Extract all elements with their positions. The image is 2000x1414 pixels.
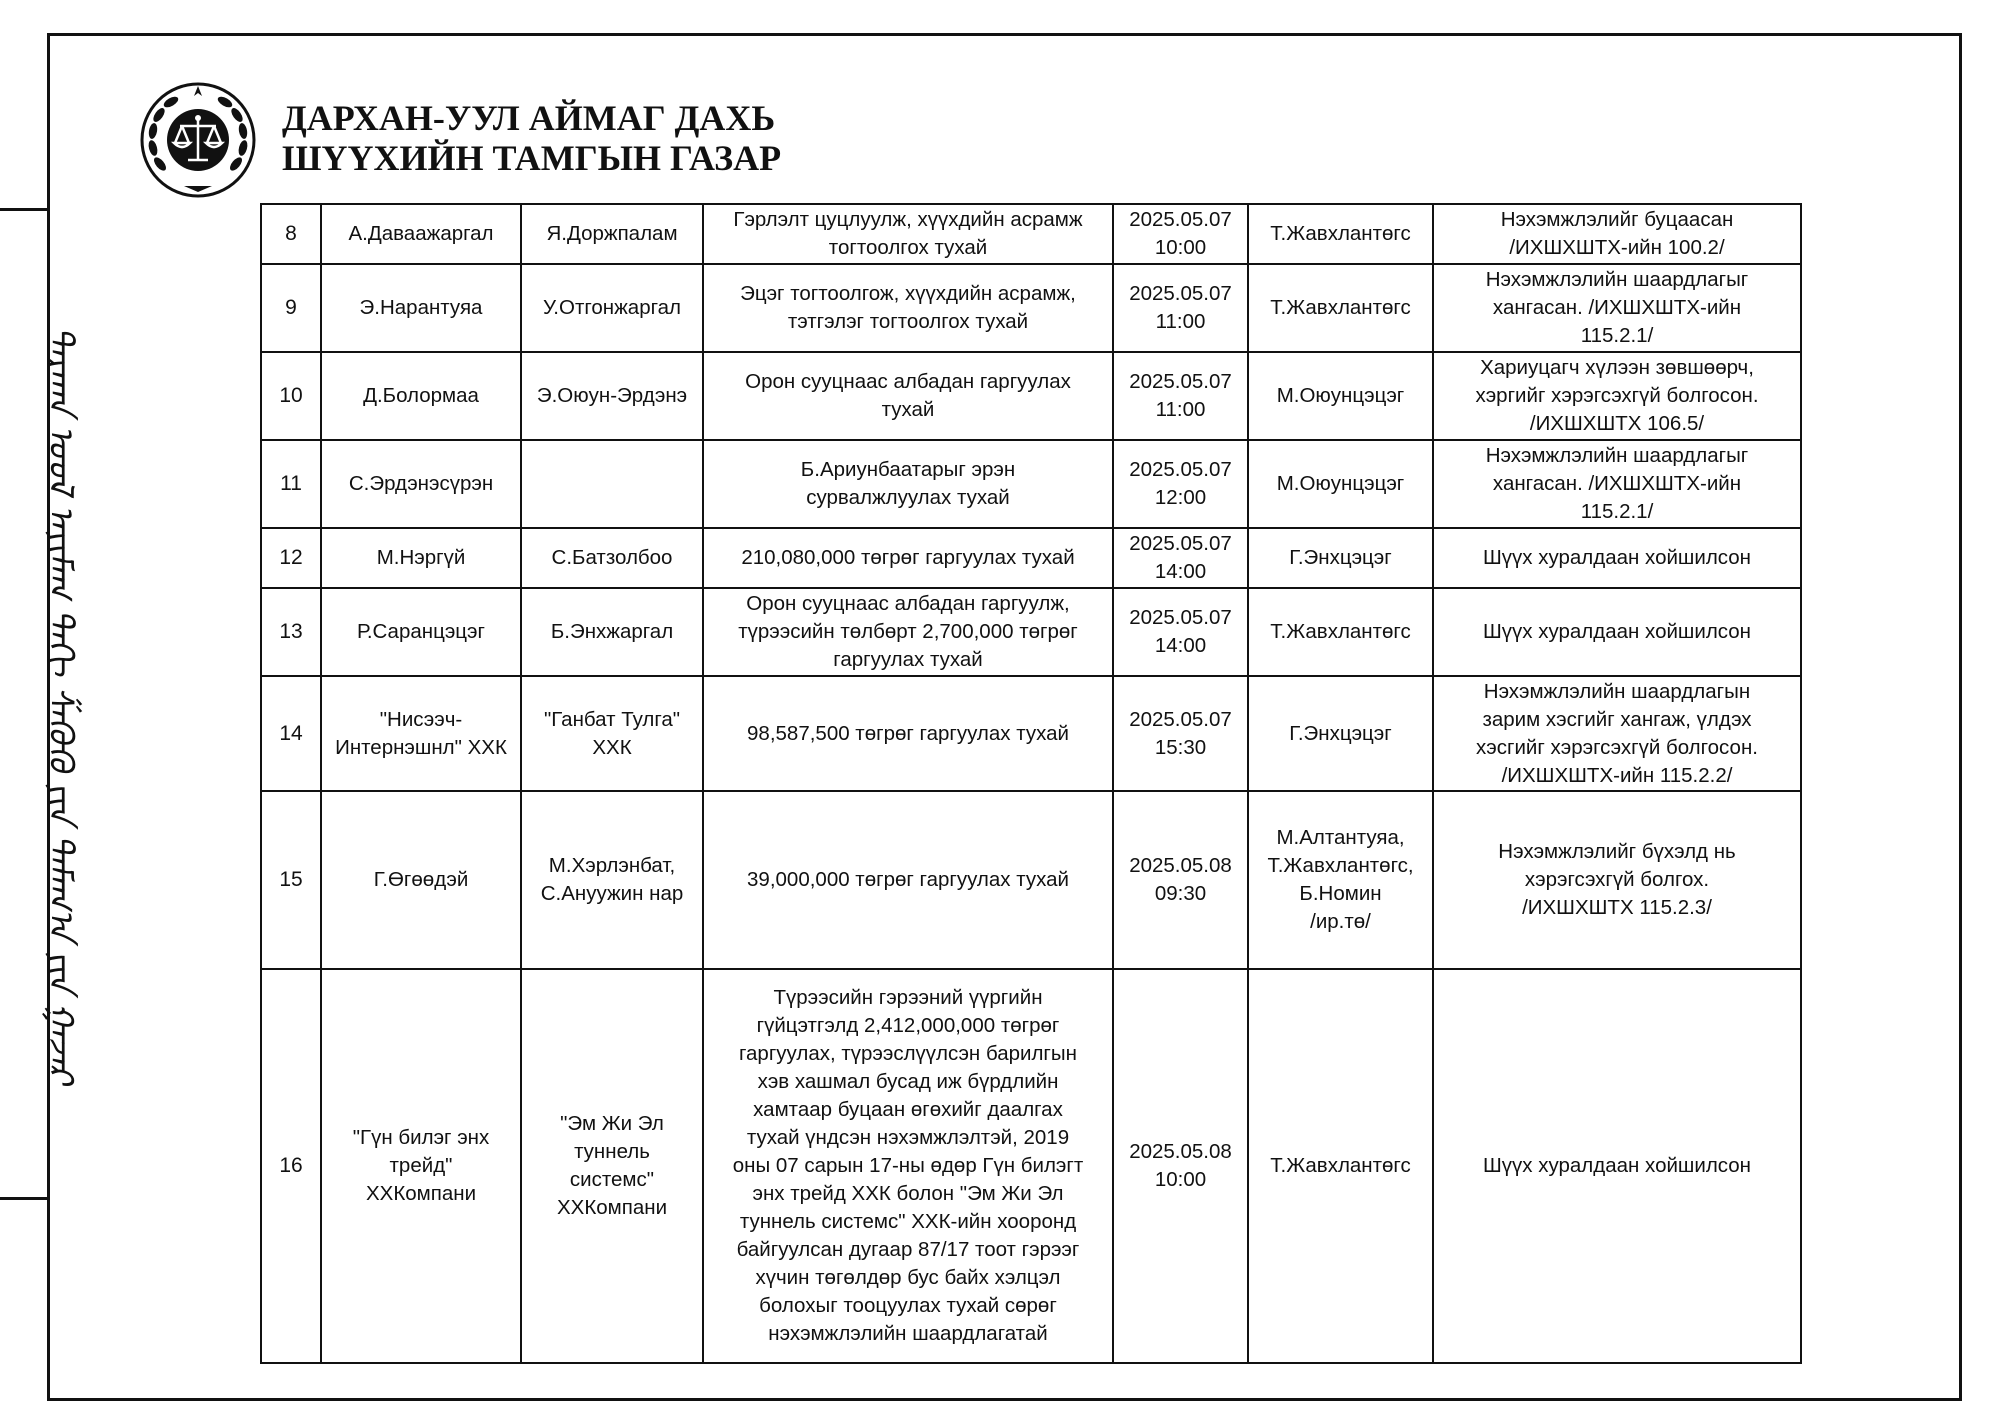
table-row (261, 204, 1801, 264)
hearing-schedule-table (260, 203, 1802, 1364)
result-cell: Нэхэмжлэлийг бүхэлд нь хэрэгсэхгүй болгох. /ИХШХШТХ 115.2.3/ (1433, 791, 1801, 969)
plaintiff-cell: Г.Өгөөдэй (321, 791, 521, 969)
claim-cell: Орон сууцнаас албадан гаргуулж, түрээсийн төлбөрт 2,700,000 төгрөг гаргуулах тухай (703, 588, 1113, 676)
hearing-date: 2025.05.07 (1129, 370, 1232, 393)
judge-cell: Т.Жавхлантөгс (1248, 204, 1433, 264)
hearing-date: 2025.05.07 (1129, 532, 1232, 555)
table-row (261, 676, 1801, 791)
left-margin-rule-bottom (0, 1197, 50, 1200)
table-row (261, 969, 1801, 1363)
table-row (261, 264, 1801, 352)
table-row (261, 440, 1801, 528)
court-emblem-scales-icon (138, 80, 258, 200)
left-margin-rule-top (0, 208, 50, 211)
side-script-mongolian (0, 212, 120, 1197)
datetime-cell (1113, 204, 1248, 264)
plaintiff-cell: А.Даваажаргал (321, 204, 521, 264)
claim-cell: Гэрлэлт цуцлуулж, хүүхдийн асрамж тогтоолгох тухай (703, 204, 1113, 264)
defendant-cell: С.Батзолбоо (521, 528, 703, 588)
hearing-time: 11:00 (1155, 310, 1206, 333)
hearing-date: 2025.05.07 (1129, 707, 1232, 731)
defendant-cell: У.Отгонжаргал (521, 264, 703, 352)
table-row (261, 352, 1801, 440)
judge-cell: Г.Энхцэцэг (1248, 676, 1433, 791)
claim-cell: 98,587,500 төгрөг гаргуулах тухай (703, 676, 1113, 791)
plaintiff-cell: Э.Нарантуяа (321, 264, 521, 352)
result-cell: Нэхэмжлэлийг буцаасан /ИХШХШТХ-ийн 100.2/ (1433, 204, 1801, 264)
plaintiff-cell: "Нисээч- Интернэшнл" ХХК (321, 676, 521, 791)
plaintiff-cell: Р.Саранцэцэг (321, 588, 521, 676)
datetime-cell (1113, 352, 1248, 440)
hearing-date: 2025.05.07 (1129, 458, 1232, 481)
judge-cell: М.Алтантуяа, Т.Жавхлантөгс, Б.Номин /ир.тө/ (1248, 791, 1433, 969)
case-number: 13 (261, 588, 321, 676)
result-cell: Шүүх хуралдаан хойшилсон (1433, 969, 1801, 1363)
hearing-time: 12:00 (1154, 486, 1207, 509)
organization-name (282, 99, 781, 178)
hearing-time: 14:00 (1154, 634, 1207, 657)
hearing-date: 2025.05.07 (1129, 282, 1232, 305)
datetime-cell (1113, 528, 1248, 588)
claim-cell: 39,000,000 төгрөг гаргуулах тухай (703, 791, 1113, 969)
org-name-line-1: ДАРХАН-УУЛ АЙМАГ ДАХЬ (282, 98, 776, 138)
result-cell: Нэхэмжлэлийн шаардлагын зарим хэсгийг хангаж, үлдэх хэсгийг хэрэгсэхгүй болгосон. /ИХШХШТХ-ийн 115.2.2/ (1433, 676, 1801, 791)
case-number: 8 (261, 204, 321, 264)
judge-cell: Т.Жавхлантөгс (1248, 264, 1433, 352)
datetime-cell (1113, 264, 1248, 352)
judge-cell: М.Оюунцэцэг (1248, 352, 1433, 440)
hearing-date: 2025.05.08 (1129, 1140, 1232, 1163)
datetime-cell (1113, 676, 1248, 791)
judge-cell: М.Оюунцэцэг (1248, 440, 1433, 528)
case-number: 14 (261, 676, 321, 791)
result-cell: Шүүх хуралдаан хойшилсон (1433, 528, 1801, 588)
result-cell: Шүүх хуралдаан хойшилсон (1433, 588, 1801, 676)
claim-cell: Эцэг тогтоолгож, хүүхдийн асрамж, тэтгэлэг тогтоолгох тухай (703, 264, 1113, 352)
plaintiff-cell: С.Эрдэнэсүрэн (321, 440, 521, 528)
table-row (261, 588, 1801, 676)
defendant-cell: Э.Оюун-Эрдэнэ (521, 352, 703, 440)
org-name-line-2: ШҮҮХИЙН ТАМГЫН ГАЗАР (282, 137, 782, 178)
case-number: 10 (261, 352, 321, 440)
hearing-time: 10:00 (1154, 1168, 1207, 1191)
table-row (261, 791, 1801, 969)
judge-cell: Т.Жавхлантөгс (1248, 588, 1433, 676)
hearing-time: 09:30 (1154, 882, 1207, 905)
result-cell: Хариуцагч хүлээн зөвшөөрч, хэргийг хэрэгсэхгүй болгосон. /ИХШХШТХ 106.5/ (1433, 352, 1801, 440)
case-number: 12 (261, 528, 321, 588)
claim-cell: Б.Ариунбаатарыг эрэн сурвалжлуулах тухай (703, 440, 1113, 528)
case-number: 16 (261, 969, 321, 1363)
hearing-date: 2025.05.07 (1129, 606, 1232, 629)
defendant-cell: Я.Доржпалам (521, 204, 703, 264)
plaintiff-cell: М.Нэргүй (321, 528, 521, 588)
judge-cell: Т.Жавхлантөгс (1248, 969, 1433, 1363)
case-number: 15 (261, 791, 321, 969)
hearing-date: 2025.05.07 (1129, 208, 1232, 231)
defendant-cell: "Ганбат Тулга" ХХК (521, 676, 703, 791)
hearing-date: 2025.05.08 (1129, 854, 1232, 877)
defendant-cell (521, 440, 703, 528)
datetime-cell (1113, 440, 1248, 528)
result-cell: Нэхэмжлэлийн шаардлагыг хангасан. /ИХШХШТХ-ийн 115.2.1/ (1433, 440, 1801, 528)
claim-cell: Түрээсийн гэрээний үүргийн гүйцэтгэлд 2,412,000,000 төгрөг гаргуулах, түрээслүүлсэн барилгын хэв хашмал бусад иж бүрдлийн хамтаар буцаан өгөхийг даалгах тухай үндсэн нэхэмжлэлтэй, 2019 оны 07 сарын 17-ны өдөр Гүн билэгт энх трейд ХХК болон "Эм Жи Эл туннель системс" ХХК-ийн хооронд байгуулсан дугаар 87/17 тоот гэрээг хүчин төгөлдөр бус байх хэлцэл болохыг тооцуулах тухай сөрөг нэхэмжлэлийн шаардлагатай (703, 969, 1113, 1363)
judge-cell: Г.Энхцэцэг (1248, 528, 1433, 588)
defendant-cell: М.Хэрлэнбат, С.Ануужин нар (521, 791, 703, 969)
side-script-text: ᠳᠠᠷᠬᠠᠨ ᠤᠤᠯ ᠠᠶᠢᠮᠠᠭ ᠳᠠᠬᠢ ᠱᠡᠭᠦᠬᠦ ᠶᠢᠨ ᠲᠠᠮᠠᠭ᠎ᠠ ᠶᠢᠨ ᠭᠠᠵᠠᠷ (40, 325, 81, 1084)
hearing-time: 10:00 (1154, 236, 1207, 259)
hearing-time: 11:00 (1155, 398, 1206, 421)
defendant-cell: Б.Энхжаргал (521, 588, 703, 676)
defendant-cell: "Эм Жи Эл туннель системс" ХХКомпани (521, 969, 703, 1363)
result-cell: Нэхэмжлэлийн шаардлагыг хангасан. /ИХШХШТХ-ийн 115.2.1/ (1433, 264, 1801, 352)
hearing-time: 15:30 (1154, 735, 1207, 759)
plaintiff-cell: "Гүн билэг энх трейд" ХХКомпани (321, 969, 521, 1363)
table-row (261, 528, 1801, 588)
datetime-cell (1113, 791, 1248, 969)
datetime-cell (1113, 969, 1248, 1363)
case-number: 9 (261, 264, 321, 352)
claim-cell: Орон сууцнаас албадан гаргуулах тухай (703, 352, 1113, 440)
datetime-cell (1113, 588, 1248, 676)
hearing-time: 14:00 (1154, 560, 1207, 583)
claim-cell: 210,080,000 төгрөг гаргуулах тухай (703, 528, 1113, 588)
case-number: 11 (261, 440, 321, 528)
plaintiff-cell: Д.Болормаа (321, 352, 521, 440)
